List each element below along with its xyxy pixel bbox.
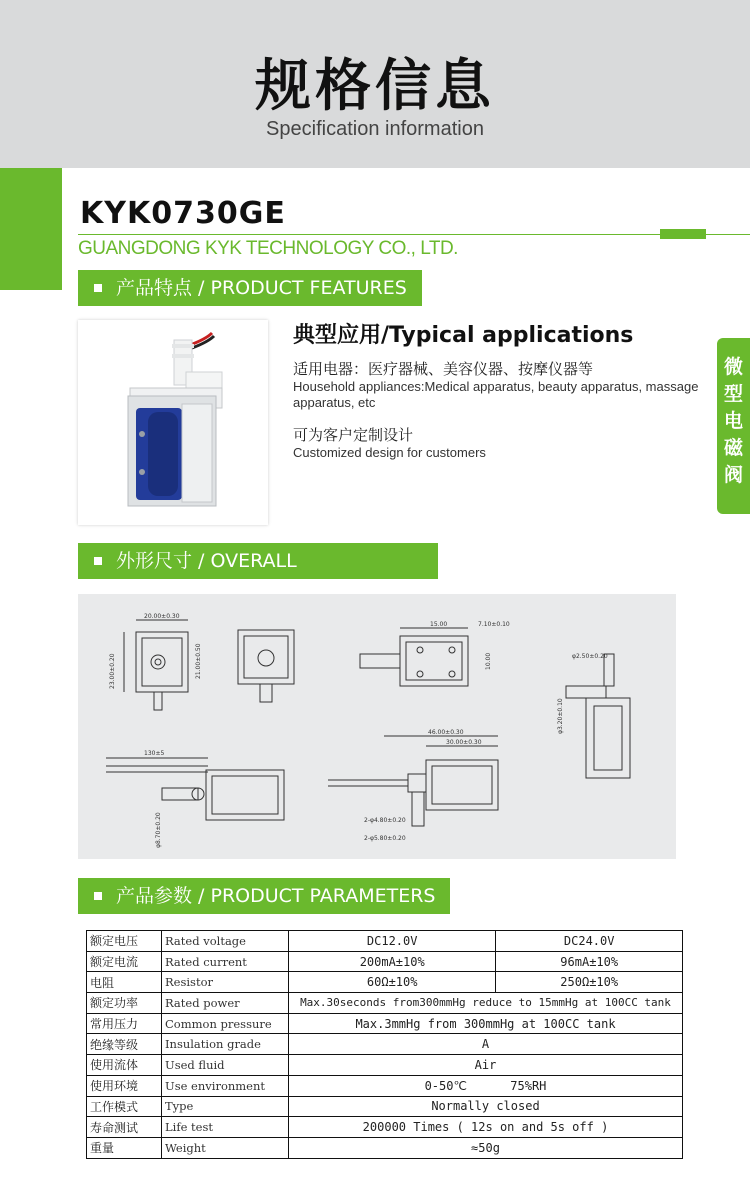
page-subtitle: Specification information [266, 118, 484, 140]
table-row: 重量 Weight ≈50g [87, 1137, 683, 1158]
bullet-square-icon [94, 892, 102, 900]
dim-7-label: 7.10±0.10 [478, 621, 510, 628]
table-row: 常用压力 Common pressure Max.3mmHg from 300mmHg at 100CC tank [87, 1013, 683, 1034]
bullet-square-icon [94, 557, 102, 565]
dim-30-label: 30.00±0.30 [446, 739, 482, 746]
parameters-table [86, 930, 683, 1159]
table-row: 额定功率 Rated power Max.30seconds from300mmHg reduce to 15mmHg at 100CC tank [87, 993, 683, 1014]
dim-width-label: 20.00±0.30 [144, 613, 180, 620]
side-category-tab[interactable]: 微 型 电 磁 阀 [717, 338, 750, 514]
divider-line [78, 234, 750, 235]
dimension-drawing [78, 594, 676, 859]
table-row: 额定电流 Rated current 200mA±10% 96mA±10% [87, 951, 683, 972]
section-features-tag: 产品特点 / PRODUCT FEATURES [78, 270, 422, 306]
custom-design-cn-text: 可为客户定制设计 [293, 426, 414, 444]
table-row: 寿命测试 Life test 200000 Times ( 12s on and 5s off ) [87, 1117, 683, 1138]
product-image [78, 320, 268, 525]
header-banner [0, 0, 750, 168]
table-row: 电阻 Resistor 60Ω±10% 250Ω±10% [87, 972, 683, 993]
applications-title: 典型应用/Typical applications [293, 323, 634, 348]
table-row: 绝缘等级 Insulation grade A [87, 1034, 683, 1055]
dim-25-label: φ2.50±0.20 [572, 653, 608, 660]
dim-48-label: 2-φ4.80±0.20 [364, 817, 406, 824]
dim-10-label: 10.00 [485, 652, 492, 670]
section-parameters-tag: 产品参数 / PRODUCT PARAMETERS [78, 878, 450, 914]
applications-en-text: Household appliances:Medical apparatus, beauty apparatus, massage apparatus, etc [293, 379, 699, 410]
dim-58-label: 2-φ5.80±0.20 [364, 835, 406, 842]
table-row: 额定电压 Rated voltage DC12.0V DC24.0V [87, 931, 683, 952]
dim-height2-label: 21.00±0.50 [195, 643, 202, 679]
divider-accent [660, 229, 706, 239]
product-model: KYK0730GE [80, 196, 286, 231]
dim-130-label: 130±5 [144, 750, 165, 757]
dim-height-label: 23.00±0.20 [109, 653, 116, 689]
table-row: 使用环境 Use environment 0-50℃ 75%RH [87, 1075, 683, 1096]
dim-32-label: φ3.20±0.10 [557, 698, 564, 734]
dim-15-label: 15.00 [430, 621, 448, 628]
accent-block [0, 168, 62, 290]
page-title: 规格信息 [255, 54, 495, 119]
applications-cn-text: 适用电器：医疗器械、美容仪器、按摩仪器等 [293, 360, 594, 378]
section-dimensions-tag: 外形尺寸 / OVERALL [78, 543, 438, 579]
dim-46-label: 46.00±0.30 [428, 729, 464, 736]
table-row: 工作模式 Type Normally closed [87, 1096, 683, 1117]
dim-87-label: φ8.70±0.20 [155, 812, 162, 848]
table-row: 使用流体 Used fluid Air [87, 1055, 683, 1076]
bullet-square-icon [94, 284, 102, 292]
custom-design-en-text: Customized design for customers [293, 445, 486, 460]
company-name: GUANGDONG KYK TECHNOLOGY CO., LTD. [78, 238, 458, 259]
